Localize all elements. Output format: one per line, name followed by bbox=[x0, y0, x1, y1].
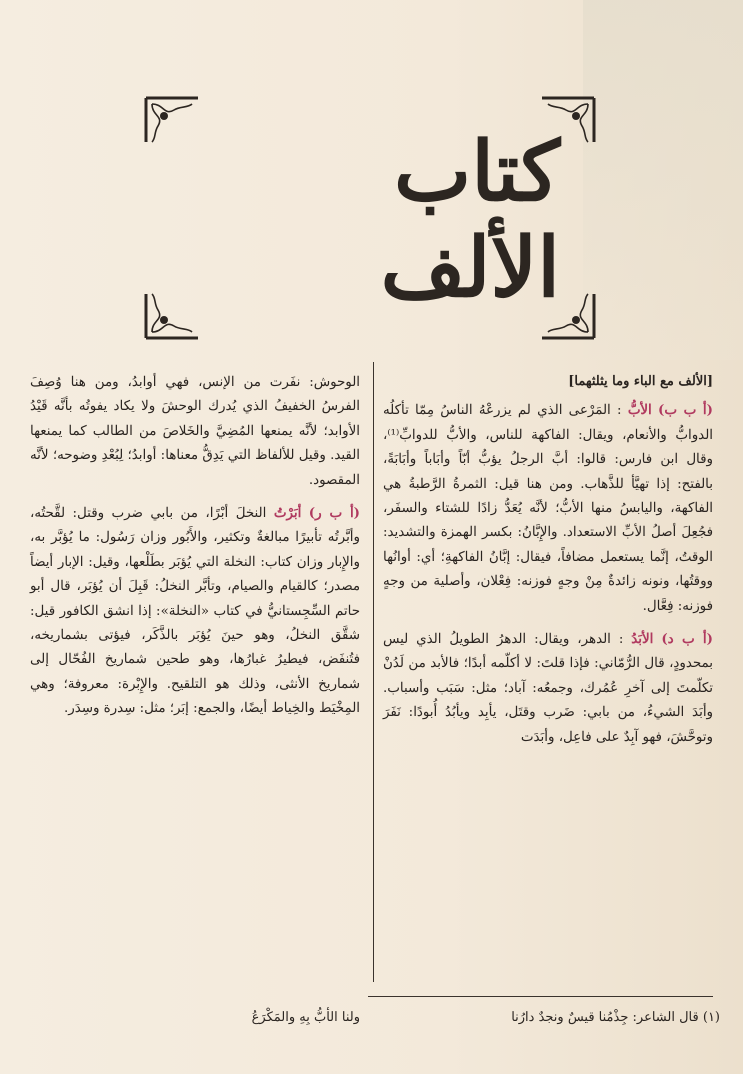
entry-headword: أبَرْتُ bbox=[273, 505, 302, 522]
entry-headword: الأبَدُ bbox=[631, 631, 654, 648]
entry-text: : المَرْعى الذي لم يزرعْهُ الناسُ مِمّا تأكلُه الدوابُّ والأنعام، ويقال: الفاكهة للناس، والأبُّ للدوابِّ⁽¹⁾، وقال ابن فارس: قالوا: أبَّ الرجلُ يؤبُّ أبّاً وأبَاباً وأبَابَةً، بالفتح: إذا تهيَّأ للذَّهاب. ومن هنا قيل: الثمرةُ الرَّطبةُ هي الفاكهة، واليابسُ منها الأبُّ؛ لأنَّه يُعَدُّ زادًا للشتاء والسفَر، فجُعِلَ أصلُ الأبِّ الاستعداد. والإِبَّانُ: بكسر الهمزة والتشديد: الوقتُ، إنَّما يستعمل مضافاً، فيقال: إبَّانُ الفاكهةِ؛ أي: أوانُها ووقتُها، ونونه زائدةٌ مِنْ وجهٍ فوزنه: فِعْلان، وأصلية من وجهٍ فوزنه: فِعَّال. bbox=[383, 403, 713, 614]
footnote-verse-right: جِذْمُنا قيسٌ ونجدٌ دارُنا bbox=[511, 1010, 629, 1025]
entry-root: (أ ب د) bbox=[661, 631, 713, 648]
entry-text: : الدهر، ويقال: الدهرُ الطويلُ الذي ليس بمحدودٍ، قال الرُّمّاني: فإذا قلتَ: لا أكلّمه أبدًا؛ فالأبد من لَدُنْ تكلّمتَ إلى آخرِ عُمُرك، وجمعُه: آباد؛ مثل: سَبَب وأسباب. وأبَدَ الشيءُ، من بابي: ضَرب وقتَل، يأبِد ويأبُدُ أُبودًا: نَفَرَ وتوحَّشَ، فهو آبِدٌ على فاعِل، وأبَدَت bbox=[383, 632, 713, 745]
entry-text: النخلَ أبْرًا، من بابي ضرب وقتل: لقَّحتُه، وأبَّرتُه تأبيرًا مبالغةٌ وتكثير، والأَبُور وزان رَسُول: ما يُؤبَّر به، والإِبار وزان كتاب: النخلة التي يُؤبَر بطَلْعها، وقيل: الإبار أيضاً مصدر؛ كالقيام والصيام، وتأبَّر النخلُ: قَبِلَ أن يُؤبَر، قال أبو حاتم السِّجِستانيُّ في كتاب «النخلة»: إذا انشق الكافور قيل: شقَّق النخلُ، وهو حينَ يُؤبَر بالذَّكَر، فيؤتى بشماريخه، فتُنفَض، فيطيرُ غبارُها، وهو طحين شماريخ الفُحّال إلى شماريخ الأنثى، وذلك هو التلقيح. والإِبْرة: معروفة؛ وهي المِخْيَط والخِياط أيضًا، والجمع: إبَر؛ مثل: سِدرة وسِدَر. bbox=[30, 506, 360, 717]
footnote bbox=[20, 1010, 720, 1025]
entry-root: (أ ب ب) bbox=[658, 402, 713, 419]
footnote-number: (١) bbox=[702, 1010, 720, 1025]
entry-abd bbox=[383, 627, 713, 750]
entry-root: (أ ب ر) bbox=[308, 505, 360, 522]
footnote-label: قال الشاعر: bbox=[632, 1010, 699, 1025]
entry-headword: الأبُّ bbox=[627, 402, 652, 419]
page-bleed-shadow bbox=[583, 0, 743, 360]
footnote-verse-left: ولنا الأبُّ بِهِ والمَكْرَعُ bbox=[251, 1010, 360, 1025]
left-column bbox=[30, 370, 360, 730]
book-title: كتاب الألف bbox=[380, 124, 560, 316]
right-column bbox=[383, 370, 713, 758]
section-header: [الألف مع الباء وما يثلثهما] bbox=[568, 374, 713, 389]
entry-abb bbox=[383, 398, 713, 619]
footnote-first-half bbox=[370, 1010, 720, 1025]
entry-continuation bbox=[30, 370, 360, 493]
entry-text: الوحوش: نفَرت من الإنس، فهي أوابدُ، ومن هنا وُصِفَ الفرسُ الخفيفُ الذي يُدرك الوحشَ ولا يكاد يفوتُه بأنَّه قَيْدُ الأوابد؛ لأنَّه يمنعها المُضِيَّ والخَلاصَ من الطالب كما يمنعها القيد. وقيل للألفاظ التي يَدِقُّ معناها: أوابدُ؛ لِبُعْدِ وضوحه؛ لأنَّه المقصود. bbox=[30, 375, 360, 488]
column-divider bbox=[373, 362, 374, 982]
footnote-rule bbox=[368, 996, 713, 997]
entry-abr bbox=[30, 501, 360, 722]
